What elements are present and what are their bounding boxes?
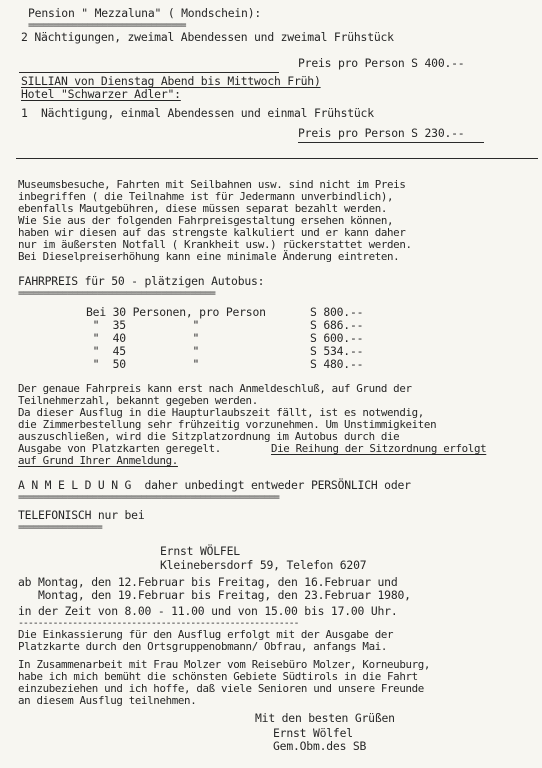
notes-line: haben wir diesen auf das strengste kalkuliert und er kann daher [18,226,406,239]
notes-line: nur im äußersten Notfall ( Krankheit usw.) rückerstattet werden. [18,238,412,251]
seating-note-emphasis: auf Grund Ihrer Anmeldung. [18,454,178,467]
fare-row-label: " 50 " [86,357,200,371]
fare-heading-underline: ======================================== [18,288,215,299]
signature-title: Gem.Obm.des SB [273,739,367,753]
hotel-price: Preis pro Person S 230.-- [298,126,465,140]
notes-line: Museumsbesuche, Fahrten mit Seilbahnen usw. sind nicht im Preis [18,178,406,191]
fare-row-label: " 45 " [86,344,200,358]
fare-row-price: S 480.-- [310,357,364,371]
notes-line: Bei Dieselpreiserhöhung kann eine minimale Änderung eintreten. [18,250,400,263]
pension-detail: 2 Nächtigungen, zweimal Abendessen und zweimal Frühstück [21,30,394,44]
fare-row-price: S 686.-- [310,318,364,332]
cooperation-line: an diesem Ausflug teilnehmen. [18,694,197,707]
pension-title: Pension " Mezzaluna" ( Mondschein): [28,6,262,20]
hotel-name: Hotel "Schwarzer Adler": [21,87,181,101]
registration-phone-underline: ================= [18,522,102,533]
pension-title-underline: ================================ [28,20,186,31]
registration-dates-rule: --------------------------------------------------------- [18,618,299,629]
registration-heading: A N M E L D U N G daher unbedingt entweder PERSÖNLICH oder [18,478,411,492]
registration-dates-line: Montag, den 19.Februar bis Freitag, den 23.Februar 1980, [18,588,411,602]
fare-row-price: S 800.-- [310,305,364,319]
fare-heading: FAHRPREIS für 50 - plätzigen Autobus: [18,274,265,288]
contact-address: Kleinebersdorf 59, Telefon 6207 [160,558,367,572]
notes-line: ebenfalls Mautgebühren, diese müssen separat bezahlt werden. [18,202,388,215]
sillian-title: SILLIAN von Dienstag Abend bis Mittwoch Früh) [21,74,321,88]
notes-line: inbegriffen ( die Teilnahme ist für Jedermann unverbindlich), [18,190,394,203]
cooperation-line: einzubeziehen und ich hoffe, daß viele Senioren und unsere Freunde [18,682,424,695]
fare-note-line: Teilnehmerzahl, bekannt gegeben werden. [18,394,258,407]
section-divider [16,158,538,159]
registration-dates-line: in der Zeit von 8.00 - 11.00 und von 15.00 bis 17.00 Uhr. [18,604,398,618]
signature-name: Ernst Wölfel [273,726,353,740]
registration-phone-label: TELEFONISCH nur bei [18,508,145,522]
closing-greeting: Mit den besten Grüßen [255,711,395,725]
fare-row-price: S 534.-- [310,344,364,358]
registration-dates-line: ab Montag, den 12.Februar bis Freitag, den 16.Februar und [18,575,398,589]
cooperation-line: In Zusammenarbeit mit Frau Molzer vom Reisebüro Molzer, Korneuburg, [18,658,431,671]
registration-underline: ===================================================== [18,492,279,503]
pension-price: Preis pro Person S 400.-- [298,56,465,70]
fare-note-line: Ausgabe von Platzkarten geregelt. [18,442,221,455]
fare-note-line: auszuschließen, wird die Sitzplatzordnung im Autobus durch die [18,430,400,443]
cooperation-line: habe ich mich bemüht die schönsten Gebiete Südtirols in die Fahrt [18,670,418,683]
contact-name: Ernst WÖLFEL [160,544,240,558]
fare-row-price: S 600.-- [310,331,364,345]
fare-row-label: Bei 30 Personen, pro Person [86,305,266,319]
collection-line: Platzkarte durch den Ortsgruppenobmann/ Obfrau, anfangs Mai. [18,640,388,653]
separator-line [19,72,279,73]
hotel-detail: 1 Nächtigung, einmal Abendessen und einmal Frühstück [21,106,374,120]
notes-line: Wie Sie aus der folgenden Fahrpreisgestaltung ersehen können, [18,214,394,227]
fare-row-label: " 40 " [86,331,200,345]
fare-note-line: Da dieser Ausflug in die Haupturlaubszeit fällt, ist es notwendig, [18,406,424,419]
price-underline [298,142,484,143]
fare-note-line: die Zimmerbestellung sehr frühzeitig vorzunehmen. Um Unstimmigkeiten [18,418,437,431]
fare-row-label: " 35 " [86,318,200,332]
fare-note-line: Der genaue Fahrpreis kann erst nach Anmeldeschluß, auf Grund der [18,382,412,395]
seating-note-emphasis: Die Reihung der Sitzordnung erfolgt [271,442,487,455]
collection-line: Die Einkassierung für den Ausflug erfolgt mit der Ausgabe der [18,628,394,641]
